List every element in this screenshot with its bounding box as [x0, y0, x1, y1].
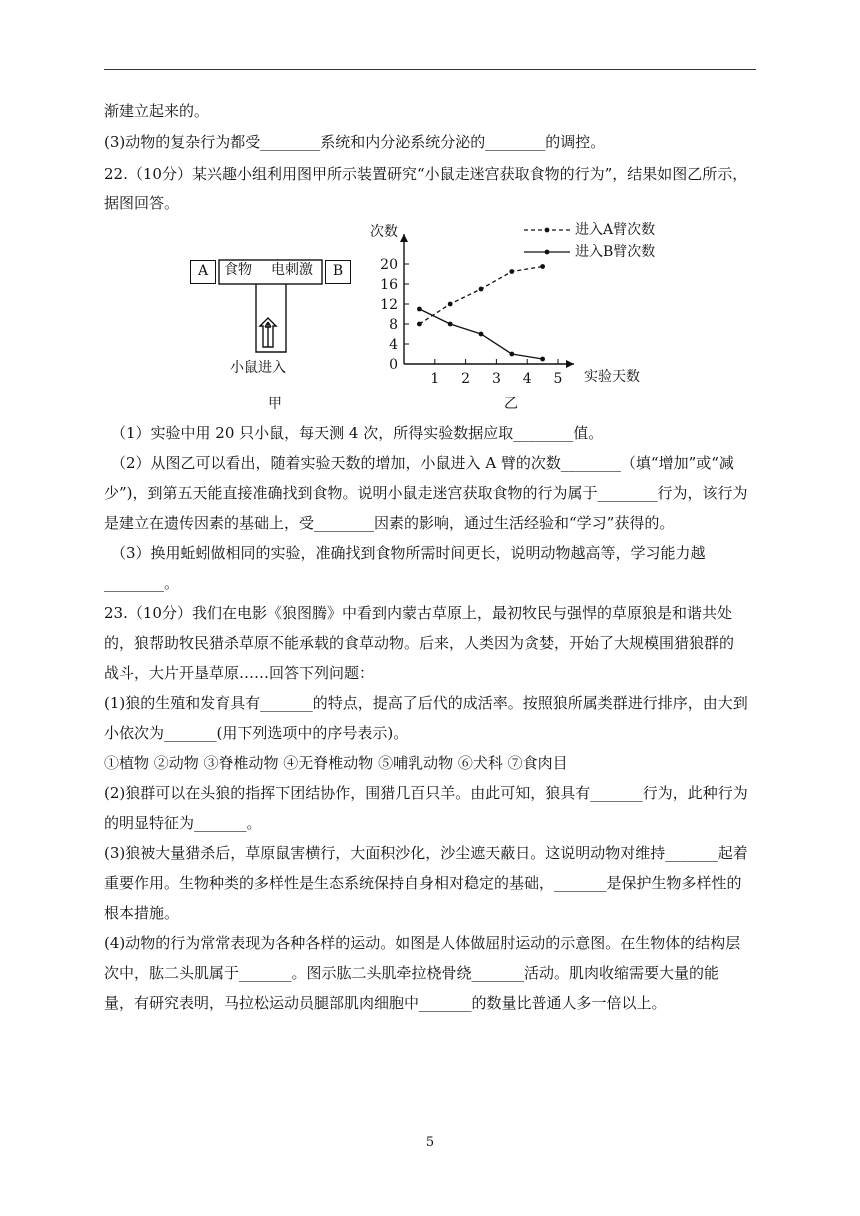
x-tick-label: 3	[491, 371, 501, 387]
data-point	[448, 322, 453, 327]
chart-y-label: 次数	[370, 224, 398, 240]
data-point	[509, 352, 514, 357]
data-point	[417, 307, 422, 312]
text-line: （2）从图乙可以看出，随着实验天数的增加，小鼠进入 A 臂的次数________（填“增加”或“减	[111, 454, 734, 472]
y-tick-label: 8	[389, 317, 398, 333]
data-point	[509, 269, 514, 274]
text-line: 少”)，到第五天能直接准确找到食物。说明小鼠走迷宫获取食物的行为属于________行为，该行为	[104, 484, 748, 502]
header-rule	[104, 69, 756, 70]
page-number: 5	[425, 1135, 435, 1150]
x-tick-label: 1	[430, 371, 440, 387]
text-line: 重要作用。生物种类的多样性是生态系统保持自身相对稳定的基础，_______是保护生物多样性的	[104, 874, 742, 892]
x-axis-arrow	[566, 360, 574, 368]
legend-series-b: 进入B臂次数	[575, 244, 656, 260]
y-tick-label: 4	[389, 337, 398, 353]
legend-series-a: 进入A臂次数	[575, 222, 656, 238]
data-point	[417, 322, 422, 327]
x-tick-label: 4	[522, 371, 532, 387]
data-point	[540, 264, 545, 269]
maze-entry-label: 小鼠进入	[230, 360, 286, 376]
text-line: (2)狼群可以在头狼的指挥下团结协作，围猎几百只羊。由此可知，狼具有_______行为，此种行为	[104, 784, 748, 802]
text-line: (1)狼的生殖和发育具有_______的特点，提高了后代的成活率。按照狼所属类群进行排序，由大到	[104, 694, 748, 712]
text-line: 根本措施。	[104, 904, 180, 922]
chart-x-label: 实验天数	[584, 369, 640, 385]
text-line: 渐建立起来的。	[104, 102, 210, 120]
text-line: 小依次为_______(用下列选项中的序号表示)。	[104, 724, 409, 742]
y-tick-label: 0	[389, 357, 398, 373]
x-tick-label: 5	[553, 371, 563, 387]
text-line: 的，狼帮助牧民猎杀草原不能承载的食草动物。后来，人类因为贪婪，开始了大规模围猎狼群的	[104, 634, 735, 652]
text-line: ①植物 ②动物 ③脊椎动物 ④无脊椎动物 ⑤哺乳动物 ⑥犬科 ⑦食肉目	[104, 754, 568, 772]
data-point	[540, 357, 545, 362]
series-line-a	[419, 267, 542, 325]
data-point	[479, 287, 484, 292]
text-line: （3）换用蚯蚓做相同的实验，准确找到食物所需时间更长，说明动物越高等，学习能力越	[111, 544, 706, 562]
text-line: (3)动物的复杂行为都受________系统和内分泌系统分泌的________的调控。	[104, 133, 606, 151]
experiment-figure	[186, 222, 666, 418]
maze-arm-a-label: A	[190, 260, 216, 284]
text-line: 战斗，大片开垦草原……回答下列问题：	[104, 664, 375, 682]
text-line: 次中，肱二头肌属于_______。图示肱二头肌牵拉桡骨绕_______活动。肌肉收缩需要大量的能	[104, 964, 720, 982]
y-tick-label: 16	[380, 277, 398, 293]
figure-yi-caption: 乙	[504, 396, 518, 412]
data-point	[448, 302, 453, 307]
text-line: 22.（10分）某兴趣小组利用图甲所示装置研究“小鼠走迷宫获取食物的行为”，结果如图乙所示，	[104, 165, 748, 183]
maze-shock-label: 电刺激	[271, 262, 313, 278]
text-line: (3)狼被大量猎杀后，草原鼠害横行，大面积沙化，沙尘遮天蔽日。这说明动物对维持_______起着	[104, 844, 748, 862]
text-line: 是建立在遗传因素的基础上，受________因素的影响，通过生活经验和“学习”获得的。	[104, 514, 675, 532]
y-axis-arrow	[400, 234, 408, 242]
text-line: （1）实验中用 20 只小鼠，每天测 4 次，所得实验数据应取________值。	[111, 424, 604, 442]
maze-arm-b-label: B	[325, 260, 351, 284]
text-line: 的明显特征为_______。	[104, 814, 262, 832]
text-line: (4)动物的行为常常表现为各种各样的运动。如图是人体做屈肘运动的示意图。在生物体的结构层	[104, 934, 741, 952]
text-line: 据图回答。	[104, 194, 180, 212]
maze-food-label: 食物	[224, 262, 252, 278]
x-tick-label: 2	[461, 371, 471, 387]
text-line: ________。	[104, 574, 180, 592]
y-tick-label: 12	[380, 297, 398, 313]
legend-marker	[545, 228, 550, 233]
figure-jia-caption: 甲	[268, 396, 282, 412]
legend-marker	[545, 250, 550, 255]
y-tick-label: 20	[380, 257, 398, 273]
text-line: 23.（10分）我们在电影《狼图腾》中看到内蒙古草原上，最初牧民与强悍的草原狼是和谐共处	[104, 604, 732, 622]
data-point	[479, 332, 484, 337]
text-line: 量，有研究表明，马拉松运动员腿部肌肉细胞中_______的数量比普通人多一倍以上。	[104, 994, 667, 1012]
